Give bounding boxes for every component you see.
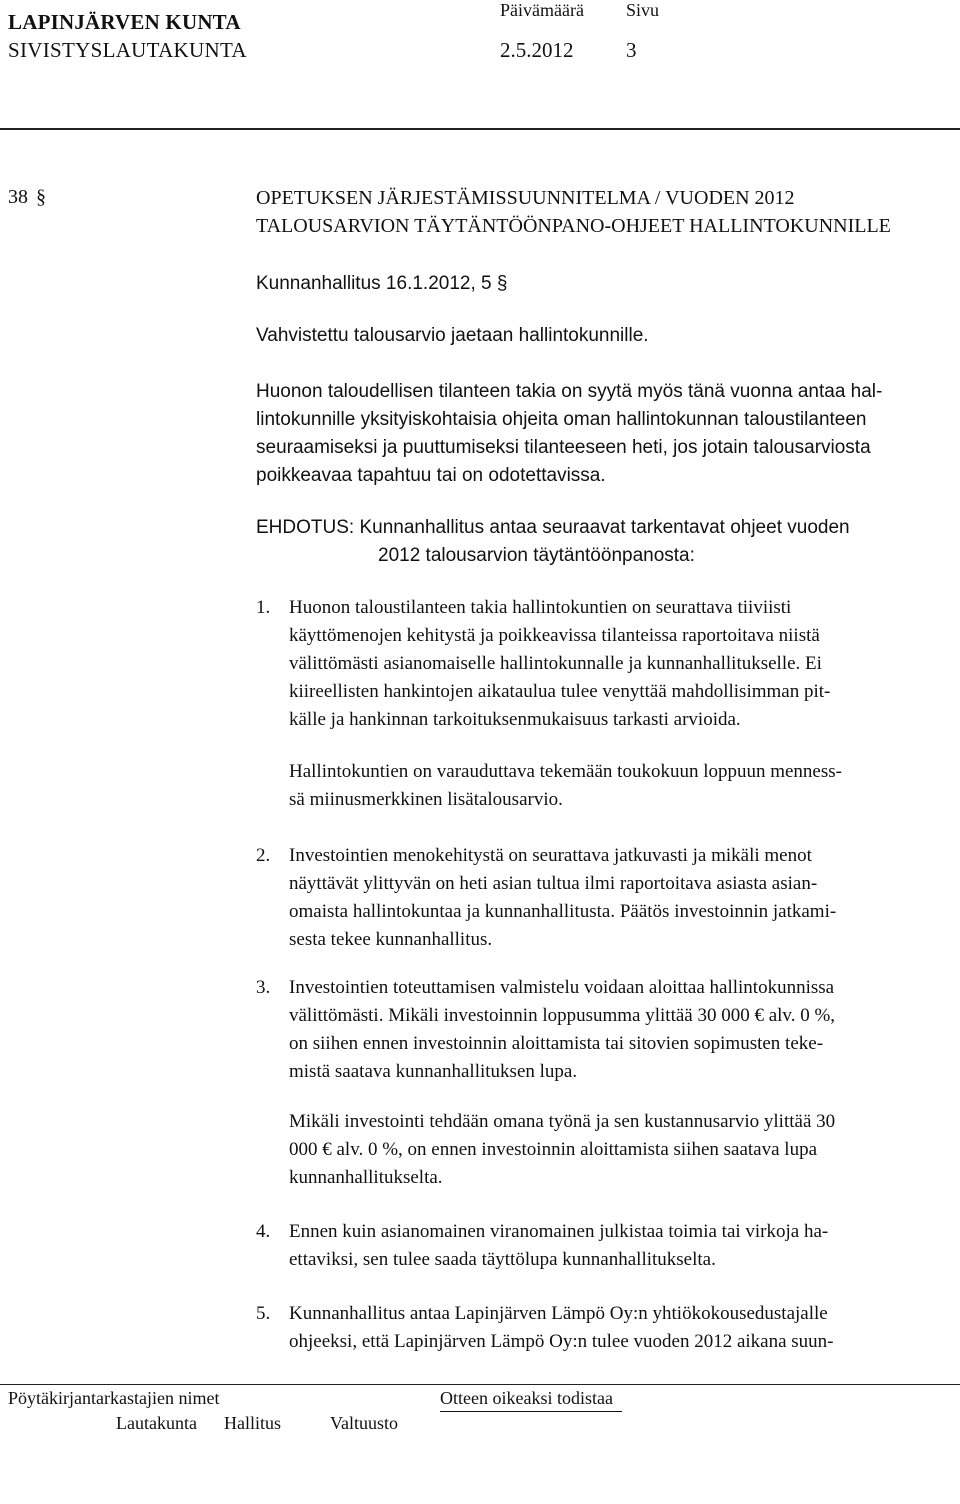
item-line: mistä saatava kunnanhallituksen lupa. — [289, 1061, 578, 1082]
item-line: sesta tekee kunnanhallitus. — [289, 929, 493, 950]
item-number: 1. — [256, 597, 271, 618]
paragraph-line: poikkeavaa tapahtuu tai on odotettavissa. — [256, 465, 606, 486]
header-divider — [0, 128, 960, 130]
paragraph-economy — [256, 378, 946, 490]
footer-divider — [0, 1384, 960, 1385]
section-title: OPETUKSEN JÄRJESTÄMISSUUNNITELMA / VUODEN 2012 TALOUSARVION TÄYTÄNTÖÖNPANO-OHJEET HALLINTOKUNNILLE — [256, 187, 891, 237]
item-line: källe ja hankinnan tarkoituksenmukaisuus tarkasti arvioida. — [289, 709, 741, 730]
list-item-3 — [289, 974, 949, 1086]
document-date: 2.5.2012 — [500, 38, 574, 62]
list-item-1-continuation — [289, 758, 949, 814]
item-line: Huonon taloustilanteen takia hallintokuntien on seurattava tiiviisti — [289, 597, 792, 618]
item-number: 4. — [256, 1221, 271, 1242]
page-label: Sivu — [626, 0, 660, 20]
item-number: 3. — [256, 977, 271, 998]
item-line: ettaviksi, sen tulee saada täyttölupa kunnanhallitukselta. — [289, 1249, 716, 1270]
reference-line: Kunnanhallitus 16.1.2012, 5 § — [256, 273, 508, 294]
item-line: Investointien toteuttamisen valmistelu voidaan aloittaa hallintokunnissa — [289, 977, 835, 998]
item-line: sä miinusmerkkinen lisätalousarvio. — [289, 789, 563, 810]
organization-name: LAPINJÄRVEN KUNTA — [8, 10, 241, 34]
item-line: näyttävät ylittyvän on heti asian tultua ilmi raportoitava asiasta asian- — [289, 873, 818, 894]
item-line: Ennen kuin asianomainen viranomainen julkistaa toimia tai virkoja ha- — [289, 1221, 829, 1242]
item-number: 2. — [256, 845, 271, 866]
section-number: 38 — [8, 186, 28, 208]
board-name: SIVISTYSLAUTAKUNTA — [8, 38, 247, 62]
paragraph-line: lintokunnille yksityiskohtaisia ohjeita oman hallintokunnan taloustilanteen — [256, 409, 867, 430]
body-hallitus: Hallitus — [224, 1413, 281, 1433]
item-number: 5. — [256, 1303, 271, 1324]
item-line: Investointien menokehitystä on seurattava jatkuvasti ja mikäli menot — [289, 845, 812, 866]
list-item-4 — [289, 1218, 949, 1274]
item-line: kunnanhallitukselta. — [289, 1167, 443, 1188]
certified-underline — [440, 1411, 622, 1412]
item-line: käyttömenojen kehitystä ja poikkeavissa tilanteissa raportoitava niistä — [289, 625, 820, 646]
item-line: Mikäli investointi tehdään omana työnä ja sen kustannusarvio ylittää 30 — [289, 1111, 836, 1132]
item-line: omaista hallintokuntaa ja kunnanhallitusta. Päätös investoinnin jatkami- — [289, 901, 837, 922]
list-item-5 — [289, 1300, 949, 1356]
paragraph-line: Huonon taloudellisen tilanteen takia on syytä myös tänä vuonna antaa hal- — [256, 381, 883, 402]
item-line: Hallintokuntien on varauduttava tekemään toukokuun loppuun menness- — [289, 761, 842, 782]
list-item-1 — [289, 594, 949, 734]
proposal-line: 2012 talousarvion täytäntöönpanosta: — [378, 545, 695, 566]
list-item-3-continuation — [289, 1108, 949, 1192]
page-number: 3 — [626, 38, 637, 62]
body-lautakunta: Lautakunta — [116, 1413, 197, 1433]
list-item-2 — [289, 842, 949, 954]
paragraph-line: seuraamiseksi ja puuttumiseksi tilanteeseen heti, jos jotain talousarviosta — [256, 437, 871, 458]
date-label: Päivämäärä — [500, 0, 584, 20]
section-symbol: § — [36, 186, 46, 208]
item-line: välittömästi asianomaiselle hallintokunnalle ja kunnanhallitukselle. Ei — [289, 653, 822, 674]
proposal-line: EHDOTUS: Kunnanhallitus antaa seuraavat tarkentavat ohjeet vuoden — [256, 517, 850, 538]
item-line: 000 € alv. 0 %, on ennen investoinnin aloittamista siihen saatava lupa — [289, 1139, 818, 1160]
item-line: ohjeeksi, että Lapinjärven Lämpö Oy:n tulee vuoden 2012 aikana suun- — [289, 1331, 834, 1352]
item-line: on siihen ennen investoinnin aloittamista tai sitovien sopimusten teke- — [289, 1033, 824, 1054]
body-valtuusto: Valtuusto — [330, 1413, 399, 1433]
item-line: kiireellisten hankintojen aikataulua tulee venyttää mahdollisimman pit- — [289, 681, 831, 702]
signatures-label: Pöytäkirjantarkastajien nimet — [8, 1388, 220, 1408]
certified-label: Otteen oikeaksi todistaa — [440, 1388, 613, 1408]
item-line: välittömästi. Mikäli investoinnin loppusumma ylittää 30 000 € alv. 0 %, — [289, 1005, 836, 1026]
item-line: Kunnanhallitus antaa Lapinjärven Lämpö Oy:n yhtiökokousedustajalle — [289, 1303, 828, 1324]
intro-line: Vahvistettu talousarvio jaetaan hallintokunnille. — [256, 325, 649, 346]
